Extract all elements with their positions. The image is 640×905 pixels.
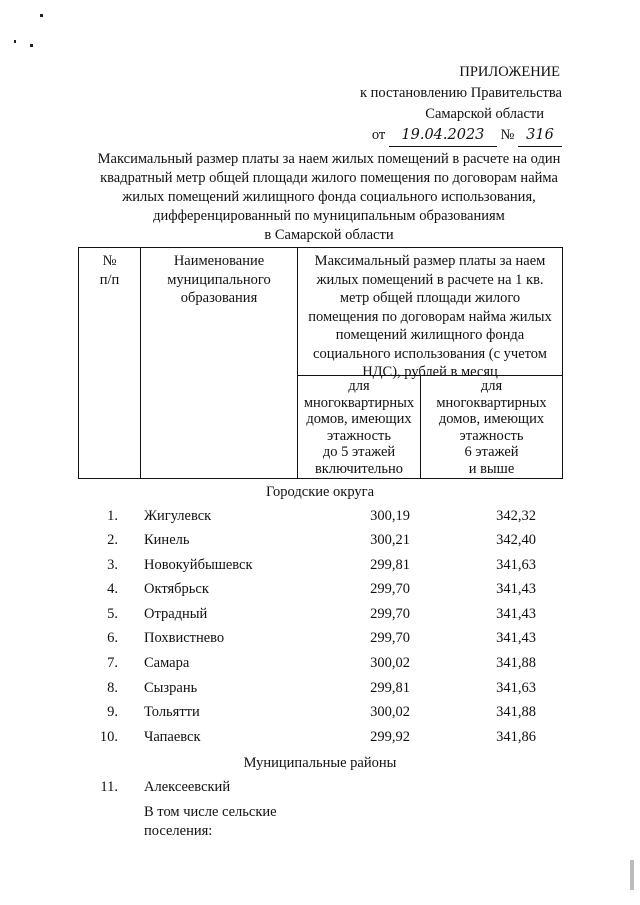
table-row: 10. Чапаевск 299,92 341,86: [99, 729, 536, 745]
number-label: №: [500, 127, 515, 143]
title-line: жилых помещений жилищного фонда социального использования,: [122, 189, 536, 205]
scan-mark: [40, 14, 43, 17]
document-title: [64, 150, 594, 245]
table-row: 7. Самара 300,02 341,88: [107, 655, 536, 671]
title-line: в Самарской области: [264, 227, 394, 243]
table-row: 3. Новокуйбышевск 299,81 341,63: [107, 557, 536, 573]
appendix-region-line: Самарской области: [425, 106, 544, 122]
header-col-number: № п/п: [99, 253, 120, 288]
title-line: квадратный метр общей площади жилого помещения по договорам найма: [100, 170, 558, 186]
scan-mark: [30, 44, 33, 47]
scan-mark: [14, 40, 16, 43]
section-urban-districts: Городские округа: [265, 484, 375, 500]
scan-mark: [630, 860, 634, 890]
table-row: 11. Алексеевский: [100, 779, 231, 795]
header-col-max-fee: Максимальный размер платы за наем жилых помещений в расчете на 1 кв. метр общей площади жилого помещения по договорам найма жилых помещений жилищного фонда социального использования (с учетом НДС), рублей в месяц: [308, 253, 552, 380]
header-col-name: Наименование муниципального образования: [167, 253, 271, 306]
title-line: дифференцированный по муниципальным образованиям: [153, 208, 505, 224]
section-municipal-districts: Муниципальные районы: [243, 755, 397, 771]
table-row: 4. Октябрьск 299,70 341,43: [107, 581, 536, 597]
table-row: 1. Жигулевск 300,19 342,32: [107, 508, 536, 524]
table-row: 2. Кинель 300,21 342,40: [107, 532, 536, 548]
date-label: от: [371, 127, 386, 143]
header-sub-up-to-5-floors: для многоквартирных домов, имеющих этажность до 5 этажей включительно: [303, 378, 415, 477]
table-row: 6. Похвистнево 299,70 341,43: [107, 630, 536, 646]
handwritten-date: 19.04.2023: [389, 125, 497, 147]
header-sub-6-floors-plus: для многоквартирных домов, имеющих этажность 6 этажей и выше: [436, 378, 547, 477]
appendix-title: ПРИЛОЖЕНИЕ: [459, 64, 560, 80]
appendix-block: [360, 62, 562, 147]
appendix-decree-line: к постановлению Правительства: [360, 85, 562, 101]
table-row: 9. Тольятти 300,02 341,88: [107, 704, 536, 720]
table-row: 8. Сызрань 299,81 341,63: [107, 680, 536, 696]
subnote: В том числе сельские поселения:: [144, 804, 277, 839]
title-line: Максимальный размер платы за наем жилых помещений в расчете на один: [97, 151, 561, 167]
handwritten-number: 316: [518, 125, 562, 147]
table-row: 5. Отрадный 299,70 341,43: [107, 606, 536, 622]
appendix-date-number-line: [360, 125, 562, 147]
